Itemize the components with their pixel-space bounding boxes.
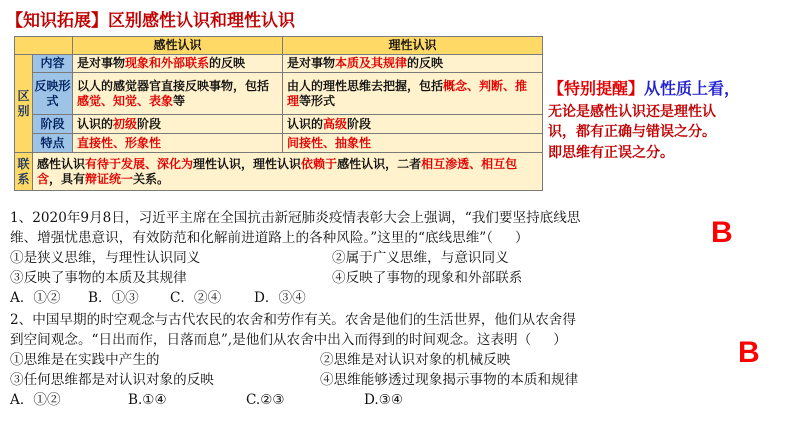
reminder-heading (548, 76, 793, 99)
highlight-text: 高级 (323, 116, 348, 131)
cell-text: 是对事物 (287, 56, 336, 70)
option: ②思维是对认识对象的机械反映 (320, 352, 511, 368)
question-stem-line: 到空间观念。“日出而作，日落而息”,是他们从农舍中出入而得到的时间观念。这表明（ ） (10, 332, 567, 348)
link-cell (33, 153, 543, 191)
table-row-link (15, 153, 543, 191)
cell-text: 等 (173, 93, 186, 108)
row-name: 反映形式 (33, 73, 73, 115)
choice: A．①② (10, 392, 61, 408)
cell-text: 由人的理性思维去把握，包括 (287, 78, 444, 93)
cell-text: 感性认识 (37, 156, 86, 171)
choice: D．③④ (254, 290, 306, 306)
question-stem-line: 1、2020年9月8日，习近平主席在全国抗击新冠肺炎疫情表彰大会上强调，“我们要坚持底线思 (10, 210, 581, 226)
option-row (10, 350, 788, 370)
cell-text: 是对事物 (77, 56, 126, 70)
perceptual-cell (73, 55, 283, 73)
option: ①思维是在实践中产生的 (10, 352, 160, 368)
option: ②属于广义思维，与意识同义 (332, 250, 509, 266)
highlight-text: 感觉、知觉、表象 (77, 93, 174, 108)
question-stem-line: 维、增强忧患意识，有效防范和化解前进道路上的各种风险。”这里的“底线思维”（ ） (10, 230, 529, 246)
question-2 (10, 310, 788, 410)
choice: B.①④ (128, 392, 167, 408)
highlight-text: 概念、判断、推理 (287, 78, 528, 108)
side-label-text: 区 别 (17, 88, 30, 118)
row-name: 内容 (33, 55, 73, 73)
highlight-text: 有待于发展、深化为 (85, 156, 194, 171)
reminder-head-text: 从性质上看， (644, 79, 741, 98)
question-stem-line: 2、中国早期的时空观念与古代农民的农舍和劳作有关。农舍是他们的生活世界，他们从农舍得 (10, 312, 576, 328)
option-row (10, 248, 788, 268)
perceptual-cell (73, 73, 283, 115)
highlight-text: 现象和外部联系 (125, 56, 210, 70)
highlight-text: 本质及其规律 (335, 56, 408, 70)
question-1 (10, 208, 788, 308)
choice: D.③④ (364, 392, 404, 408)
option: ③任何思维都是对认识对象的反映 (10, 372, 214, 388)
highlight-text: 辩证统一 (85, 171, 134, 186)
option: ③反映了事物的本质及其规律 (10, 270, 187, 286)
cell-text: 认识的 (77, 116, 114, 131)
group-label-difference (15, 55, 33, 153)
option: ①是狭义思维，与理性认识同义 (10, 250, 201, 266)
header-blank-cell (15, 37, 73, 55)
rational-cell (283, 115, 543, 134)
option: ④反映了事物的现象和外部联系 (332, 270, 523, 286)
header-perceptual: 感性认识 (73, 37, 283, 55)
reminder-line: 无论是感性认识还是理性认 (548, 104, 716, 120)
option-row (10, 370, 788, 390)
rational-cell (283, 55, 543, 73)
choice: A．①② (10, 290, 61, 306)
cell-text: 的反映 (209, 56, 246, 70)
cell-text: 关系。 (133, 171, 170, 186)
cell-text: 的反映 (407, 56, 444, 70)
answer-mark-1: B (711, 216, 733, 249)
table-row (15, 73, 543, 115)
cell-text: 感性认识，二者 (337, 156, 422, 171)
rational-cell (283, 134, 543, 153)
table-row (15, 134, 543, 153)
group-label-link (15, 153, 33, 191)
reminder-label: 【特别提醒】 (548, 79, 645, 98)
perceptual-cell (73, 115, 283, 134)
reminder-body (548, 102, 793, 163)
highlight-text: 初级 (113, 116, 138, 131)
highlight-text: 直接性、形象性 (77, 135, 162, 150)
cell-text: 阶段 (347, 116, 372, 131)
table-header-row (15, 37, 543, 55)
choice-row (10, 288, 788, 308)
header-rational: 理性认识 (283, 37, 543, 55)
page-title: 【知识拓展】区别感性认识和理性认识 (6, 11, 295, 31)
choice-row (10, 390, 788, 410)
choice: B．①③ (88, 290, 139, 306)
highlight-text: 相互渗透、相互包含 (37, 156, 518, 186)
row-name: 阶段 (33, 115, 73, 134)
highlight-text: 间接性、抽象性 (287, 135, 372, 150)
table-row (15, 115, 543, 134)
perceptual-cell (73, 134, 283, 153)
answer-mark-2: B (738, 336, 760, 369)
choice: C．②④ (170, 290, 222, 306)
reminder-line: 即思维有正误之分。 (548, 144, 674, 161)
cell-text: 理性认识，理性认识 (193, 156, 302, 171)
cell-text: ，具有 (49, 171, 86, 186)
choice: C.②③ (246, 392, 285, 408)
special-reminder (548, 76, 793, 163)
table-row (15, 55, 543, 73)
option: ④思维能够透过现象揭示事物的本质和规律 (320, 372, 579, 388)
option-row (10, 268, 788, 288)
row-name: 特点 (33, 134, 73, 153)
cell-text: 等形式 (299, 93, 336, 108)
comparison-table (14, 36, 543, 191)
cell-text: 以人的感觉器官直接反映事物，包括 (77, 78, 270, 93)
cell-text: 认识的 (287, 116, 324, 131)
rational-cell (283, 73, 543, 115)
reminder-line: 识，都有正确与错误之分。 (548, 124, 716, 141)
questions (10, 208, 788, 410)
cell-text: 阶段 (137, 116, 162, 131)
highlight-text: 依赖于 (301, 156, 338, 171)
side-label-text: 联 系 (17, 156, 30, 186)
